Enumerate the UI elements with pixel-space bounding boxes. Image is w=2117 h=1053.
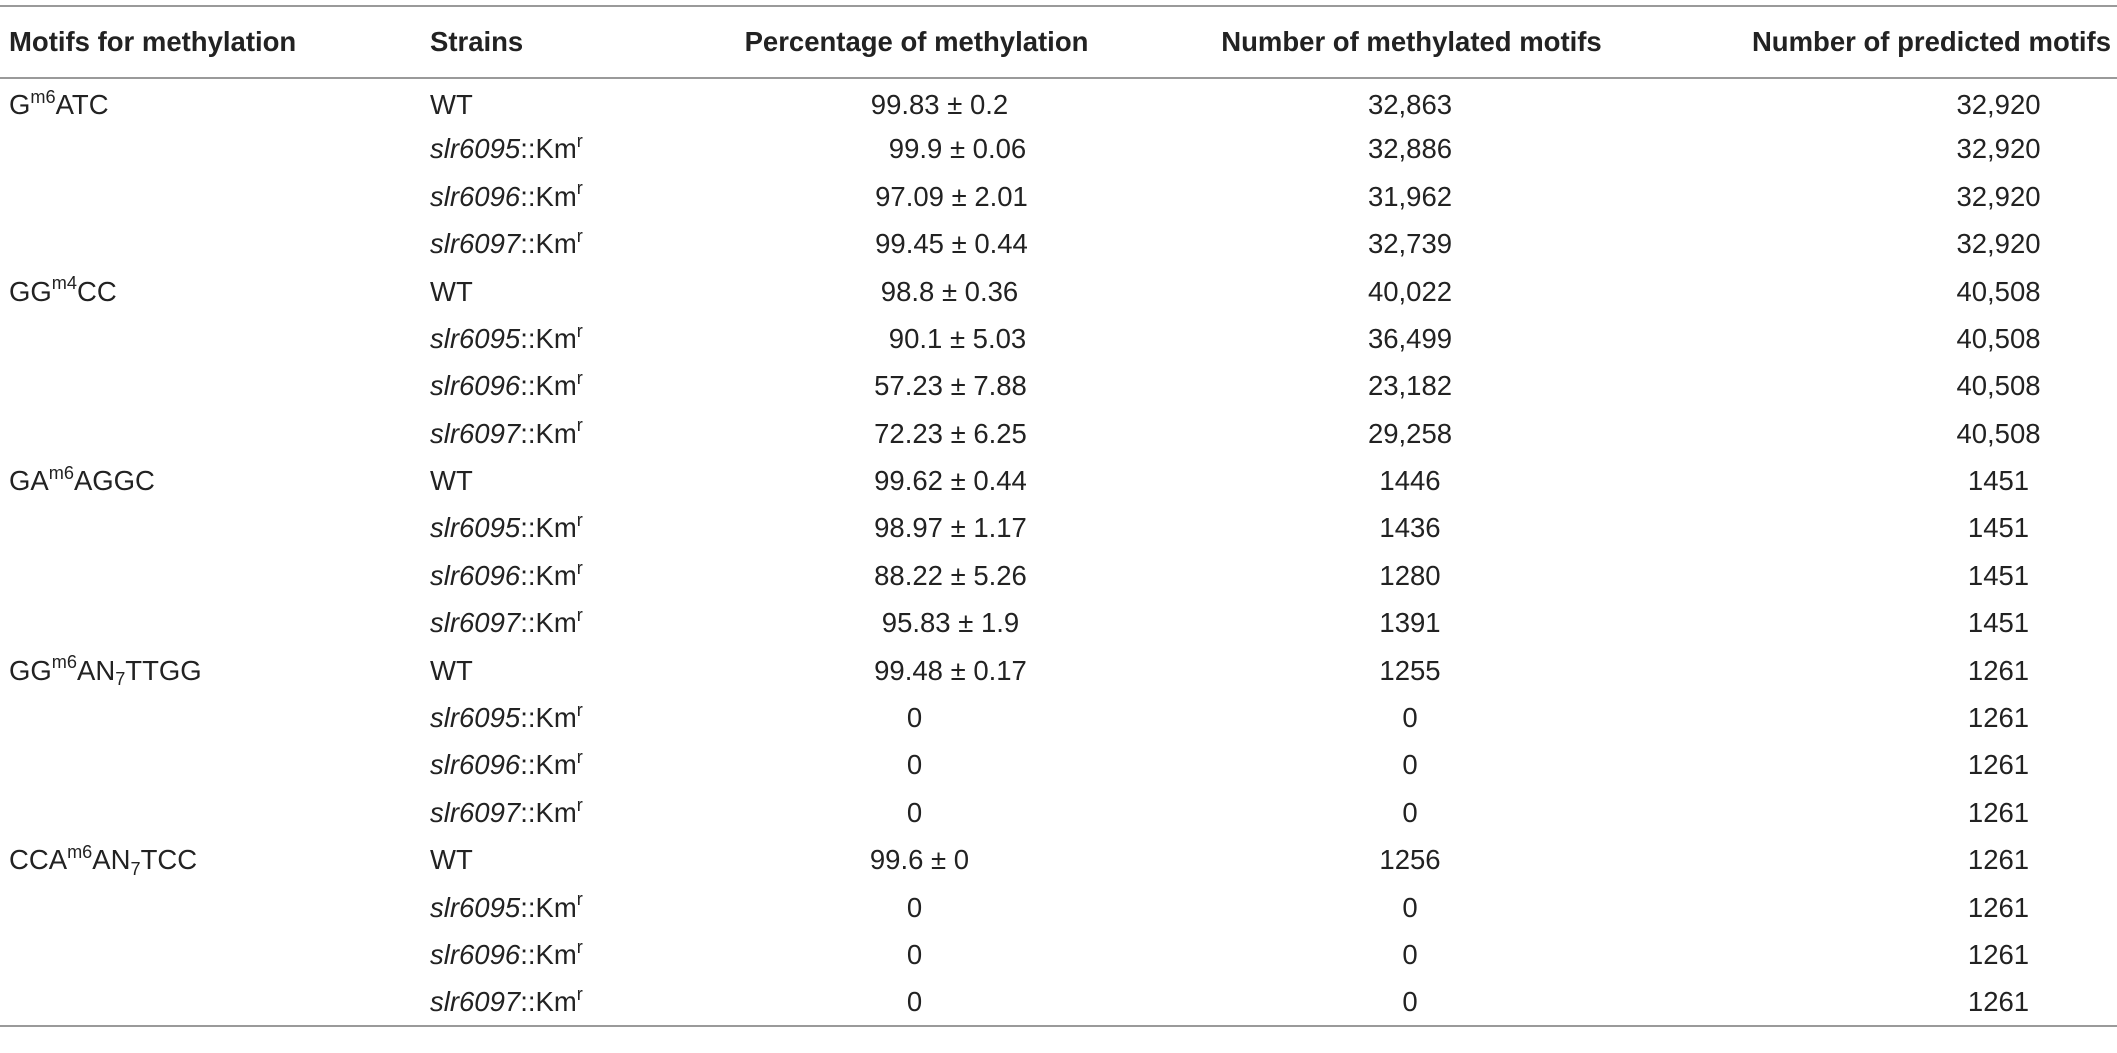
table-row bbox=[0, 884, 2117, 931]
strain-cell bbox=[427, 268, 709, 315]
strain-superscript: r bbox=[576, 936, 583, 957]
methylated-count-cell: 0 bbox=[1402, 702, 1418, 734]
motif-text: AN bbox=[92, 844, 131, 876]
strain-suffix: ::Km bbox=[520, 749, 577, 781]
header-motif: Motifs for methylation bbox=[0, 6, 427, 78]
strain-gene: slr6095 bbox=[430, 512, 521, 544]
motif-cell bbox=[0, 315, 427, 362]
table-row bbox=[0, 836, 2117, 883]
table-row bbox=[0, 173, 2117, 220]
methylated-count-cell: 1391 bbox=[1379, 607, 1441, 639]
motif-superscript: m6 bbox=[67, 841, 93, 862]
motif-cell bbox=[0, 694, 427, 741]
header-row bbox=[0, 6, 2117, 78]
strain-gene: slr6097 bbox=[430, 417, 521, 449]
table-row bbox=[0, 694, 2117, 741]
predicted-count-cell: 40,508 bbox=[1956, 370, 2041, 402]
strain-suffix: ::Km bbox=[520, 702, 577, 734]
strain-superscript: r bbox=[576, 225, 583, 246]
percentage-cell: 0 bbox=[906, 702, 923, 734]
motif-cell bbox=[0, 268, 427, 315]
header-percentage: Percentage of methylation bbox=[709, 6, 1106, 78]
strain-cell bbox=[427, 362, 709, 409]
strain-superscript: r bbox=[576, 368, 583, 389]
table-row bbox=[0, 552, 2117, 599]
strain-superscript: r bbox=[576, 794, 583, 815]
motif-text: CC bbox=[76, 275, 117, 307]
motif-cell bbox=[0, 362, 427, 409]
header-strain: Strains bbox=[427, 6, 709, 78]
table-row bbox=[0, 457, 2117, 504]
percentage-cell: 99.48 ± 0.17 bbox=[874, 654, 1027, 686]
strain-cell bbox=[427, 173, 709, 220]
strain-gene: slr6095 bbox=[430, 891, 521, 923]
predicted-count-cell: 40,508 bbox=[1956, 417, 2041, 449]
predicted-count-cell: 1451 bbox=[1967, 607, 2030, 639]
percentage-cell: 88.22 ± 5.26 bbox=[874, 559, 1027, 591]
strain-gene: slr6096 bbox=[430, 370, 521, 402]
predicted-count-cell: 1261 bbox=[1967, 749, 2030, 781]
motif-superscript: m6 bbox=[30, 87, 56, 108]
percentage-cell: 0 bbox=[906, 749, 923, 781]
percentage-cell: 0 bbox=[709, 978, 1106, 1025]
predicted-count-cell: 1261 bbox=[1967, 938, 2030, 970]
strain-name: WT bbox=[430, 465, 473, 497]
motif-cell bbox=[0, 505, 427, 552]
strain-suffix: ::Km bbox=[520, 938, 577, 970]
methylated-count-cell: 40,022 bbox=[1367, 275, 1453, 307]
percentage-cell: 90.1 ± 5.03 bbox=[888, 322, 1027, 354]
strain-superscript: r bbox=[576, 889, 583, 910]
motif-text: GG bbox=[9, 654, 52, 686]
methylation-table bbox=[0, 5, 2117, 1027]
strain-superscript: r bbox=[576, 699, 583, 720]
strain-cell bbox=[427, 647, 709, 694]
strain-suffix: ::Km bbox=[520, 559, 577, 591]
percentage-cell: 0 bbox=[906, 796, 923, 828]
predicted-count-cell: 40,508 bbox=[1956, 275, 2041, 307]
strain-name: WT bbox=[430, 89, 473, 121]
strain-cell bbox=[427, 410, 709, 457]
strain-suffix: ::Km bbox=[520, 228, 577, 260]
strain-suffix: ::Km bbox=[520, 370, 577, 402]
strain-superscript: r bbox=[576, 131, 583, 152]
motif-cell bbox=[0, 836, 427, 883]
percentage-cell: 0 bbox=[906, 938, 923, 970]
predicted-count-cell: 1261 bbox=[1967, 796, 2030, 828]
strain-suffix: ::Km bbox=[520, 322, 577, 354]
predicted-count-cell: 32,920 bbox=[1956, 228, 2041, 260]
predicted-count-cell: 32,920 bbox=[1956, 180, 2041, 212]
motif-cell bbox=[0, 125, 427, 172]
motif-text: GA bbox=[9, 465, 49, 497]
percentage-cell: 57.23 ± 7.88 bbox=[874, 370, 1027, 402]
motif-text: AN bbox=[76, 654, 116, 686]
strain-gene: slr6097 bbox=[430, 607, 521, 639]
strain-suffix: ::Km bbox=[520, 985, 577, 1017]
strain-cell bbox=[427, 931, 709, 978]
motif-cell bbox=[0, 552, 427, 599]
motif-text: ATC bbox=[55, 89, 109, 121]
strain-gene: slr6097 bbox=[430, 796, 521, 828]
strain-cell bbox=[427, 741, 709, 788]
percentage-cell: 97.09 ± 2.01 bbox=[875, 180, 1028, 212]
motif-text: TTGG bbox=[125, 654, 202, 686]
percentage-cell: 72.23 ± 6.25 bbox=[874, 417, 1027, 449]
strain-superscript: r bbox=[576, 747, 583, 768]
percentage-cell: 99.45 ± 0.44 bbox=[875, 228, 1028, 260]
motif-cell bbox=[0, 884, 427, 931]
strain-name: WT bbox=[430, 275, 473, 307]
table-row bbox=[0, 220, 2117, 267]
methylated-count-cell: 1280 bbox=[1379, 559, 1441, 591]
strain-gene: slr6096 bbox=[430, 559, 521, 591]
strain-superscript: r bbox=[576, 983, 583, 1004]
methylated-count-cell: 0 bbox=[1402, 891, 1418, 923]
header-predicted-motifs: Number of predicted motifs bbox=[1622, 6, 2117, 78]
methylated-count-cell: 32,739 bbox=[1367, 228, 1453, 260]
strain-cell bbox=[427, 789, 709, 836]
table-row bbox=[0, 789, 2117, 836]
table-row bbox=[0, 741, 2117, 788]
table-row bbox=[0, 268, 2117, 315]
strain-superscript: r bbox=[576, 510, 583, 531]
methylated-count-cell: 1436 bbox=[1379, 512, 1441, 544]
motif-text: AGGC bbox=[73, 465, 155, 497]
motif-text: G bbox=[9, 89, 31, 121]
strain-cell bbox=[427, 836, 709, 883]
strain-suffix: ::Km bbox=[520, 512, 577, 544]
strain-cell bbox=[427, 884, 709, 931]
predicted-count-cell: 1451 bbox=[1967, 512, 2030, 544]
motif-superscript: m4 bbox=[51, 273, 77, 294]
methylated-count-cell: 0 bbox=[1402, 749, 1418, 781]
predicted-count-cell: 40,508 bbox=[1956, 322, 2041, 354]
strain-cell bbox=[427, 78, 709, 125]
percentage-cell: 99.6 ± 0 bbox=[869, 844, 970, 876]
predicted-count-cell: 1451 bbox=[1967, 559, 2030, 591]
motif-cell bbox=[0, 173, 427, 220]
strain-superscript: r bbox=[576, 604, 583, 625]
strain-cell bbox=[427, 552, 709, 599]
strain-gene: slr6096 bbox=[430, 938, 521, 970]
predicted-count-cell: 1261 bbox=[1967, 702, 2030, 734]
percentage-cell: 99.62 ± 0.44 bbox=[874, 465, 1027, 497]
motif-cell bbox=[0, 978, 427, 1025]
strain-gene: slr6097 bbox=[430, 985, 521, 1017]
strain-gene: slr6096 bbox=[430, 180, 521, 212]
methylated-count-cell: 23,182 bbox=[1367, 370, 1453, 402]
predicted-count-cell: 32,920 bbox=[1956, 133, 2041, 165]
strain-name: WT bbox=[430, 844, 473, 876]
strain-gene: slr6095 bbox=[430, 702, 521, 734]
percentage-cell: 98.97 ± 1.17 bbox=[874, 512, 1027, 544]
strain-cell bbox=[427, 505, 709, 552]
strain-cell bbox=[427, 694, 709, 741]
motif-cell bbox=[0, 789, 427, 836]
motif-cell bbox=[0, 599, 427, 646]
motif-text: CCA bbox=[9, 844, 68, 876]
methylated-count-cell: 36,499 bbox=[1367, 322, 1453, 354]
strain-cell bbox=[427, 457, 709, 504]
percentage-cell: 98.8 ± 0.36 bbox=[880, 275, 1019, 307]
motif-subscript: 7 bbox=[115, 669, 126, 690]
predicted-count-cell: 32,920 bbox=[1956, 89, 2041, 121]
table-row bbox=[0, 78, 2117, 125]
table-row bbox=[0, 978, 2117, 1025]
table-row bbox=[0, 315, 2117, 362]
methylated-count-cell: 1256 bbox=[1379, 844, 1441, 876]
strain-name: WT bbox=[430, 654, 473, 686]
strain-gene: slr6096 bbox=[430, 749, 521, 781]
table-body bbox=[0, 78, 2117, 1026]
strain-cell bbox=[427, 978, 709, 1025]
motif-cell bbox=[0, 410, 427, 457]
motif-cell bbox=[0, 741, 427, 788]
methylated-count-cell: 32,886 bbox=[1367, 133, 1453, 165]
methylated-count-cell: 32,863 bbox=[1367, 89, 1453, 121]
strain-suffix: ::Km bbox=[520, 133, 577, 165]
motif-cell bbox=[0, 78, 427, 125]
methylated-count-cell: 29,258 bbox=[1367, 417, 1453, 449]
motif-text: TCC bbox=[140, 844, 198, 876]
percentage-cell: 0 bbox=[906, 891, 923, 923]
motif-superscript: m6 bbox=[51, 652, 77, 673]
table-row bbox=[0, 362, 2117, 409]
methylated-count-cell: 1255 bbox=[1379, 654, 1441, 686]
predicted-count-cell: 1451 bbox=[1967, 465, 2030, 497]
strain-suffix: ::Km bbox=[520, 796, 577, 828]
motif-cell bbox=[0, 220, 427, 267]
strain-superscript: r bbox=[576, 557, 583, 578]
table-row bbox=[0, 931, 2117, 978]
strain-suffix: ::Km bbox=[520, 607, 577, 639]
methylated-count-cell: 0 bbox=[1402, 796, 1418, 828]
methylated-count-cell: 0 bbox=[1402, 938, 1418, 970]
motif-cell bbox=[0, 647, 427, 694]
strain-cell bbox=[427, 125, 709, 172]
motif-subscript: 7 bbox=[130, 858, 141, 879]
table-row bbox=[0, 125, 2117, 172]
methylated-count-cell: 1446 bbox=[1379, 465, 1441, 497]
predicted-count-cell: 1261 bbox=[1967, 844, 2030, 876]
predicted-count-cell: 1261 bbox=[1622, 978, 2117, 1025]
table-row bbox=[0, 647, 2117, 694]
strain-cell bbox=[427, 599, 709, 646]
strain-gene: slr6095 bbox=[430, 322, 521, 354]
percentage-cell: 99.83 ± 0.2 bbox=[870, 89, 1009, 121]
strain-suffix: ::Km bbox=[520, 891, 577, 923]
strain-superscript: r bbox=[576, 415, 583, 436]
strain-gene: slr6097 bbox=[430, 228, 521, 260]
motif-superscript: m6 bbox=[48, 462, 74, 483]
strain-gene: slr6095 bbox=[430, 133, 521, 165]
strain-superscript: r bbox=[576, 178, 583, 199]
motif-cell bbox=[0, 457, 427, 504]
strain-suffix: ::Km bbox=[520, 180, 577, 212]
methylated-count-cell: 0 bbox=[1106, 978, 1622, 1025]
motif-text: GG bbox=[9, 275, 52, 307]
table-row bbox=[0, 410, 2117, 457]
predicted-count-cell: 1261 bbox=[1967, 654, 2030, 686]
predicted-count-cell: 1261 bbox=[1967, 891, 2030, 923]
motif-cell bbox=[0, 931, 427, 978]
strain-cell bbox=[427, 220, 709, 267]
table-row bbox=[0, 505, 2117, 552]
percentage-cell: 99.9 ± 0.06 bbox=[888, 133, 1027, 165]
strain-cell bbox=[427, 315, 709, 362]
methylated-count-cell: 31,962 bbox=[1367, 180, 1453, 212]
strain-superscript: r bbox=[576, 320, 583, 341]
percentage-cell: 95.83 ± 1.9 bbox=[881, 607, 1020, 639]
strain-suffix: ::Km bbox=[520, 417, 577, 449]
header-methylated-motifs: Number of methylated motifs bbox=[1106, 6, 1622, 78]
table-row bbox=[0, 599, 2117, 646]
